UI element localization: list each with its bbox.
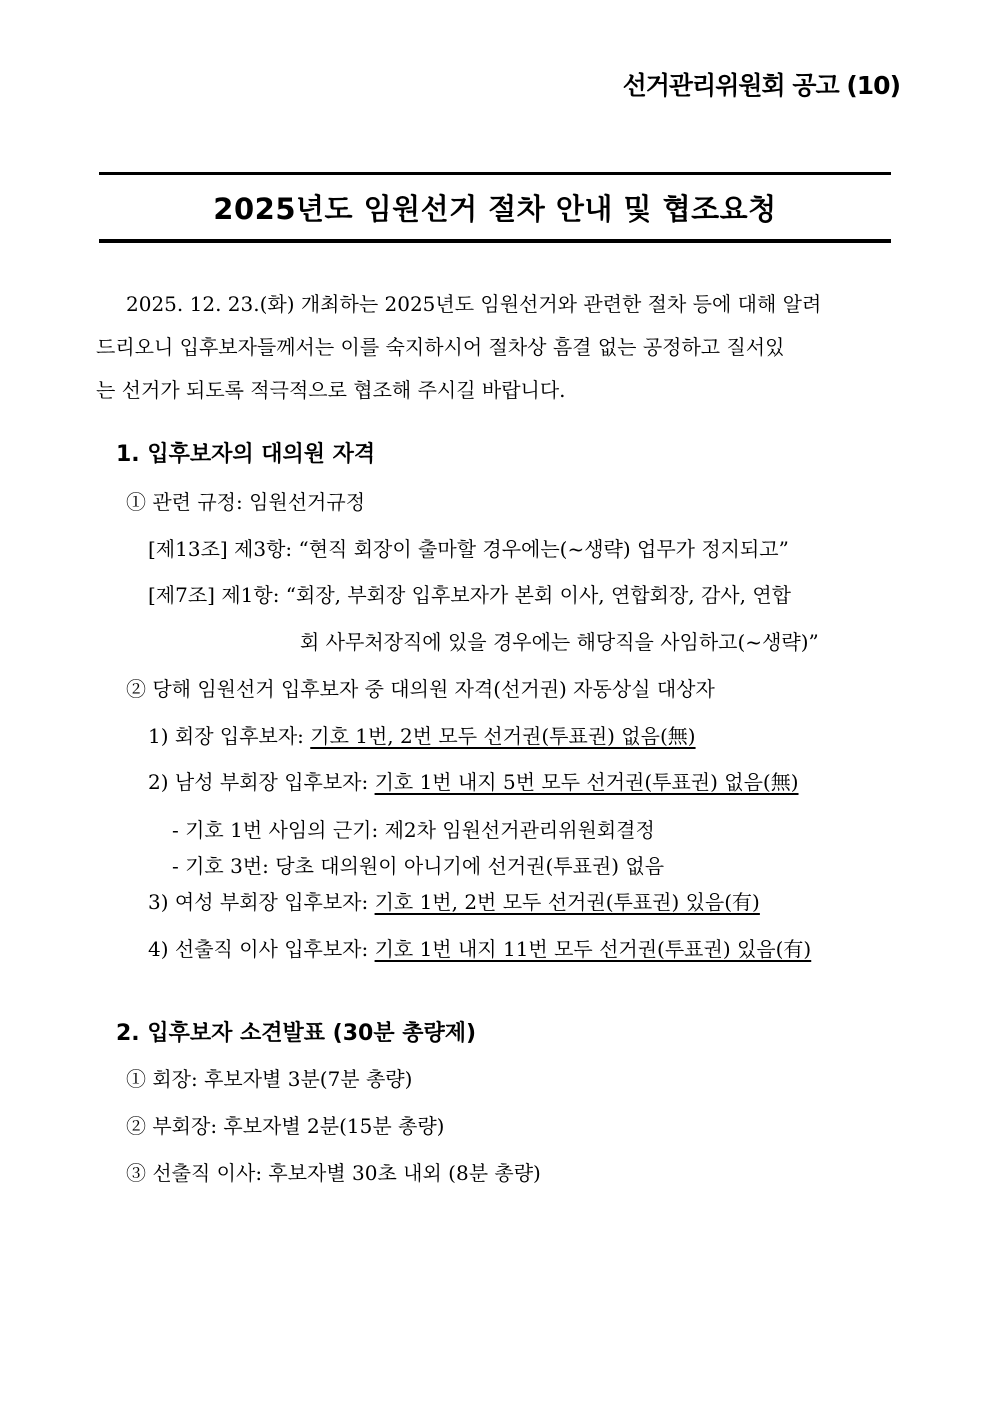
note-1: - 기호 1번 사임의 근기: 제2차 임원선거관리위원회결정 bbox=[172, 818, 655, 842]
sub-item-1-value: 기호 1번, 2번 모두 선거권(투표권) 없음(無) bbox=[310, 724, 696, 748]
section-1-heading: 1. 입후보자의 대의원 자격 bbox=[116, 442, 376, 467]
intro-paragraph bbox=[96, 283, 896, 412]
intro-line-2: 드리오니 입후보자들께서는 이를 숙지하시어 절차상 흠결 없는 공정하고 질서있 bbox=[96, 335, 785, 359]
notice-number: 선거관리위원회 공고 (10) bbox=[622, 71, 900, 100]
rule-7-line-2: 회 사무처장직에 있을 경우에는 해당직을 사임하고(~생략)” bbox=[300, 630, 819, 654]
title-block bbox=[99, 172, 891, 243]
sub-item-2-value: 기호 1번 내지 5번 모두 선거권(투표권) 없음(無) bbox=[374, 770, 799, 794]
section-1-item-1: ① 관련 규정: 임원선거규정 bbox=[126, 490, 366, 514]
note-2: - 기호 3번: 당초 대의원이 아니기에 선거권(투표권) 없음 bbox=[172, 854, 665, 878]
rule-13: [제13조] 제3항: “현직 회장이 출마할 경우에는(~생략) 업무가 정지되고” bbox=[148, 537, 789, 561]
sub-item-1-label: 1) 회장 입후보자: bbox=[148, 724, 311, 748]
sub-item-3-label: 3) 여성 부회장 입후보자: bbox=[148, 890, 375, 914]
sub-item-4-label: 4) 선출직 이사 입후보자: bbox=[148, 937, 375, 961]
section-2-heading: 2. 입후보자 소견발표 (30분 총량제) bbox=[116, 1021, 477, 1046]
sub-item-2 bbox=[148, 766, 799, 795]
document-title: 2025년도 임원선거 절차 안내 및 협조요청 bbox=[213, 191, 777, 226]
section-2-item-2: ② 부회장: 후보자별 2분(15분 총량) bbox=[126, 1114, 445, 1138]
section-1-item-2: ② 당해 임원선거 입후보자 중 대의원 자격(선거권) 자동상실 대상자 bbox=[126, 677, 715, 701]
sub-item-4-value: 기호 1번 내지 11번 모두 선거권(투표권) 있음(有) bbox=[374, 937, 812, 961]
rule-7-line-1: [제7조] 제1항: “회장, 부회장 입후보자가 본회 이사, 연합회장, 감사, 연합 bbox=[148, 583, 791, 607]
sub-item-4 bbox=[148, 933, 811, 962]
sub-item-3-value: 기호 1번, 2번 모두 선거권(투표권) 있음(有) bbox=[374, 890, 760, 914]
intro-line-1: 2025. 12. 23.(화) 개최하는 2025년도 임원선거와 관련한 절차 등에 대해 알려 bbox=[126, 292, 822, 316]
sub-item-1 bbox=[148, 720, 696, 749]
sub-item-2-label: 2) 남성 부회장 입후보자: bbox=[148, 770, 375, 794]
sub-item-3 bbox=[148, 886, 760, 915]
intro-line-3: 는 선거가 되도록 적극적으로 협조해 주시길 바랍니다. bbox=[96, 378, 566, 402]
section-2-item-1: ① 회장: 후보자별 3분(7분 총량) bbox=[126, 1067, 413, 1091]
section-2-item-3: ③ 선출직 이사: 후보자별 30초 내외 (8분 총량) bbox=[126, 1161, 541, 1185]
